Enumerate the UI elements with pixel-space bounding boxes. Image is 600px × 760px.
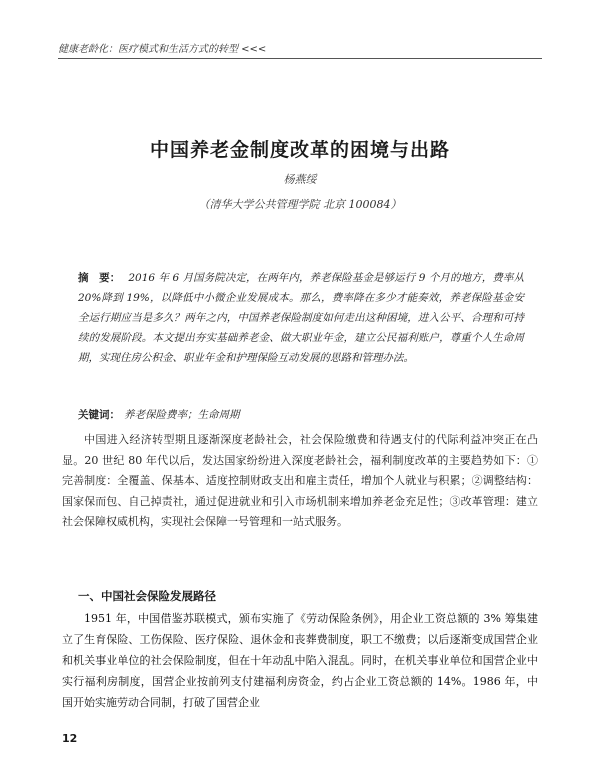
running-header: 健康老龄化：医疗模式和生活方式的转型 <<< (58, 44, 267, 55)
keywords (78, 407, 524, 422)
paper-title: 中国养老金制度改革的困境与出路 (149, 139, 450, 161)
keywords-label: 关键词： (78, 409, 120, 421)
author-name: 杨燕绥 (283, 173, 317, 186)
abstract-text: 2016 年 6 月国务院决定，在两年内，养老保险基金是够运行 9 个月的地方，费率从 20%降到 19%，以降低中小微企业发展成本。那么，费率降在多少才能奏效，养老保险基金安全运行期应当是多久？两年之内，中国养老保险制度如何走出这种困境，进入公平、合理和可持续的发展阶段。本文提出夯实基础养老金、做大职业年金，建立公民福利账户，尊重个人生命周期，实现住房公积金、职业年金和护理保险互动发展的思路和管理办法。 (78, 272, 524, 364)
page-number: 12 (62, 732, 78, 745)
keywords-text: 养老保险费率；生命周期 (124, 409, 240, 421)
body-paragraph: 1951 年，中国借鉴苏联模式，颁布实施了《劳动保险条例》，用企业工资总额的 3% 筹集建立了生育保险、工伤保险、医疗保险、退休金和丧葬费制度，职工不缴费；以后逐渐变成国营企业和机关事业单位的社会保险制度，但在十年动乱中陷入混乱。同时，在机关事业单位和国营企业中实行福利房制度，国营企业按前列支付建福利房资金，约占企业工资总额的 14%。1986 年，中国开始实施劳动合同制，打破了国营企业 (62, 612, 538, 709)
header-rule (58, 58, 542, 59)
abstract (78, 268, 524, 368)
abstract-label: 摘 要： (78, 272, 121, 284)
intro-paragraph: 中国进入经济转型期且逐渐深度老龄社会，社会保险缴费和待遇支付的代际利益冲突正在凸显。20 世纪 80 年代以后，发达国家纷纷进入深度老龄社会，福利制度改革的主要趋势如下：①完善制度：全覆盖、保基本、适度控制财政支出和雇主责任，增加个人就业与积累；②调整结构：国家保而包、自己掉责社，通过促进就业和引入市场机制来增加养老金充足性；③改革管理：建立社会保障权威机构，实现社会保障一号管理和一站式服务。 (62, 433, 538, 528)
author-affiliation: （清华大学公共管理学院 北京 100084） (198, 198, 402, 211)
section-heading: 一、中国社会保险发展路径 (78, 589, 216, 603)
